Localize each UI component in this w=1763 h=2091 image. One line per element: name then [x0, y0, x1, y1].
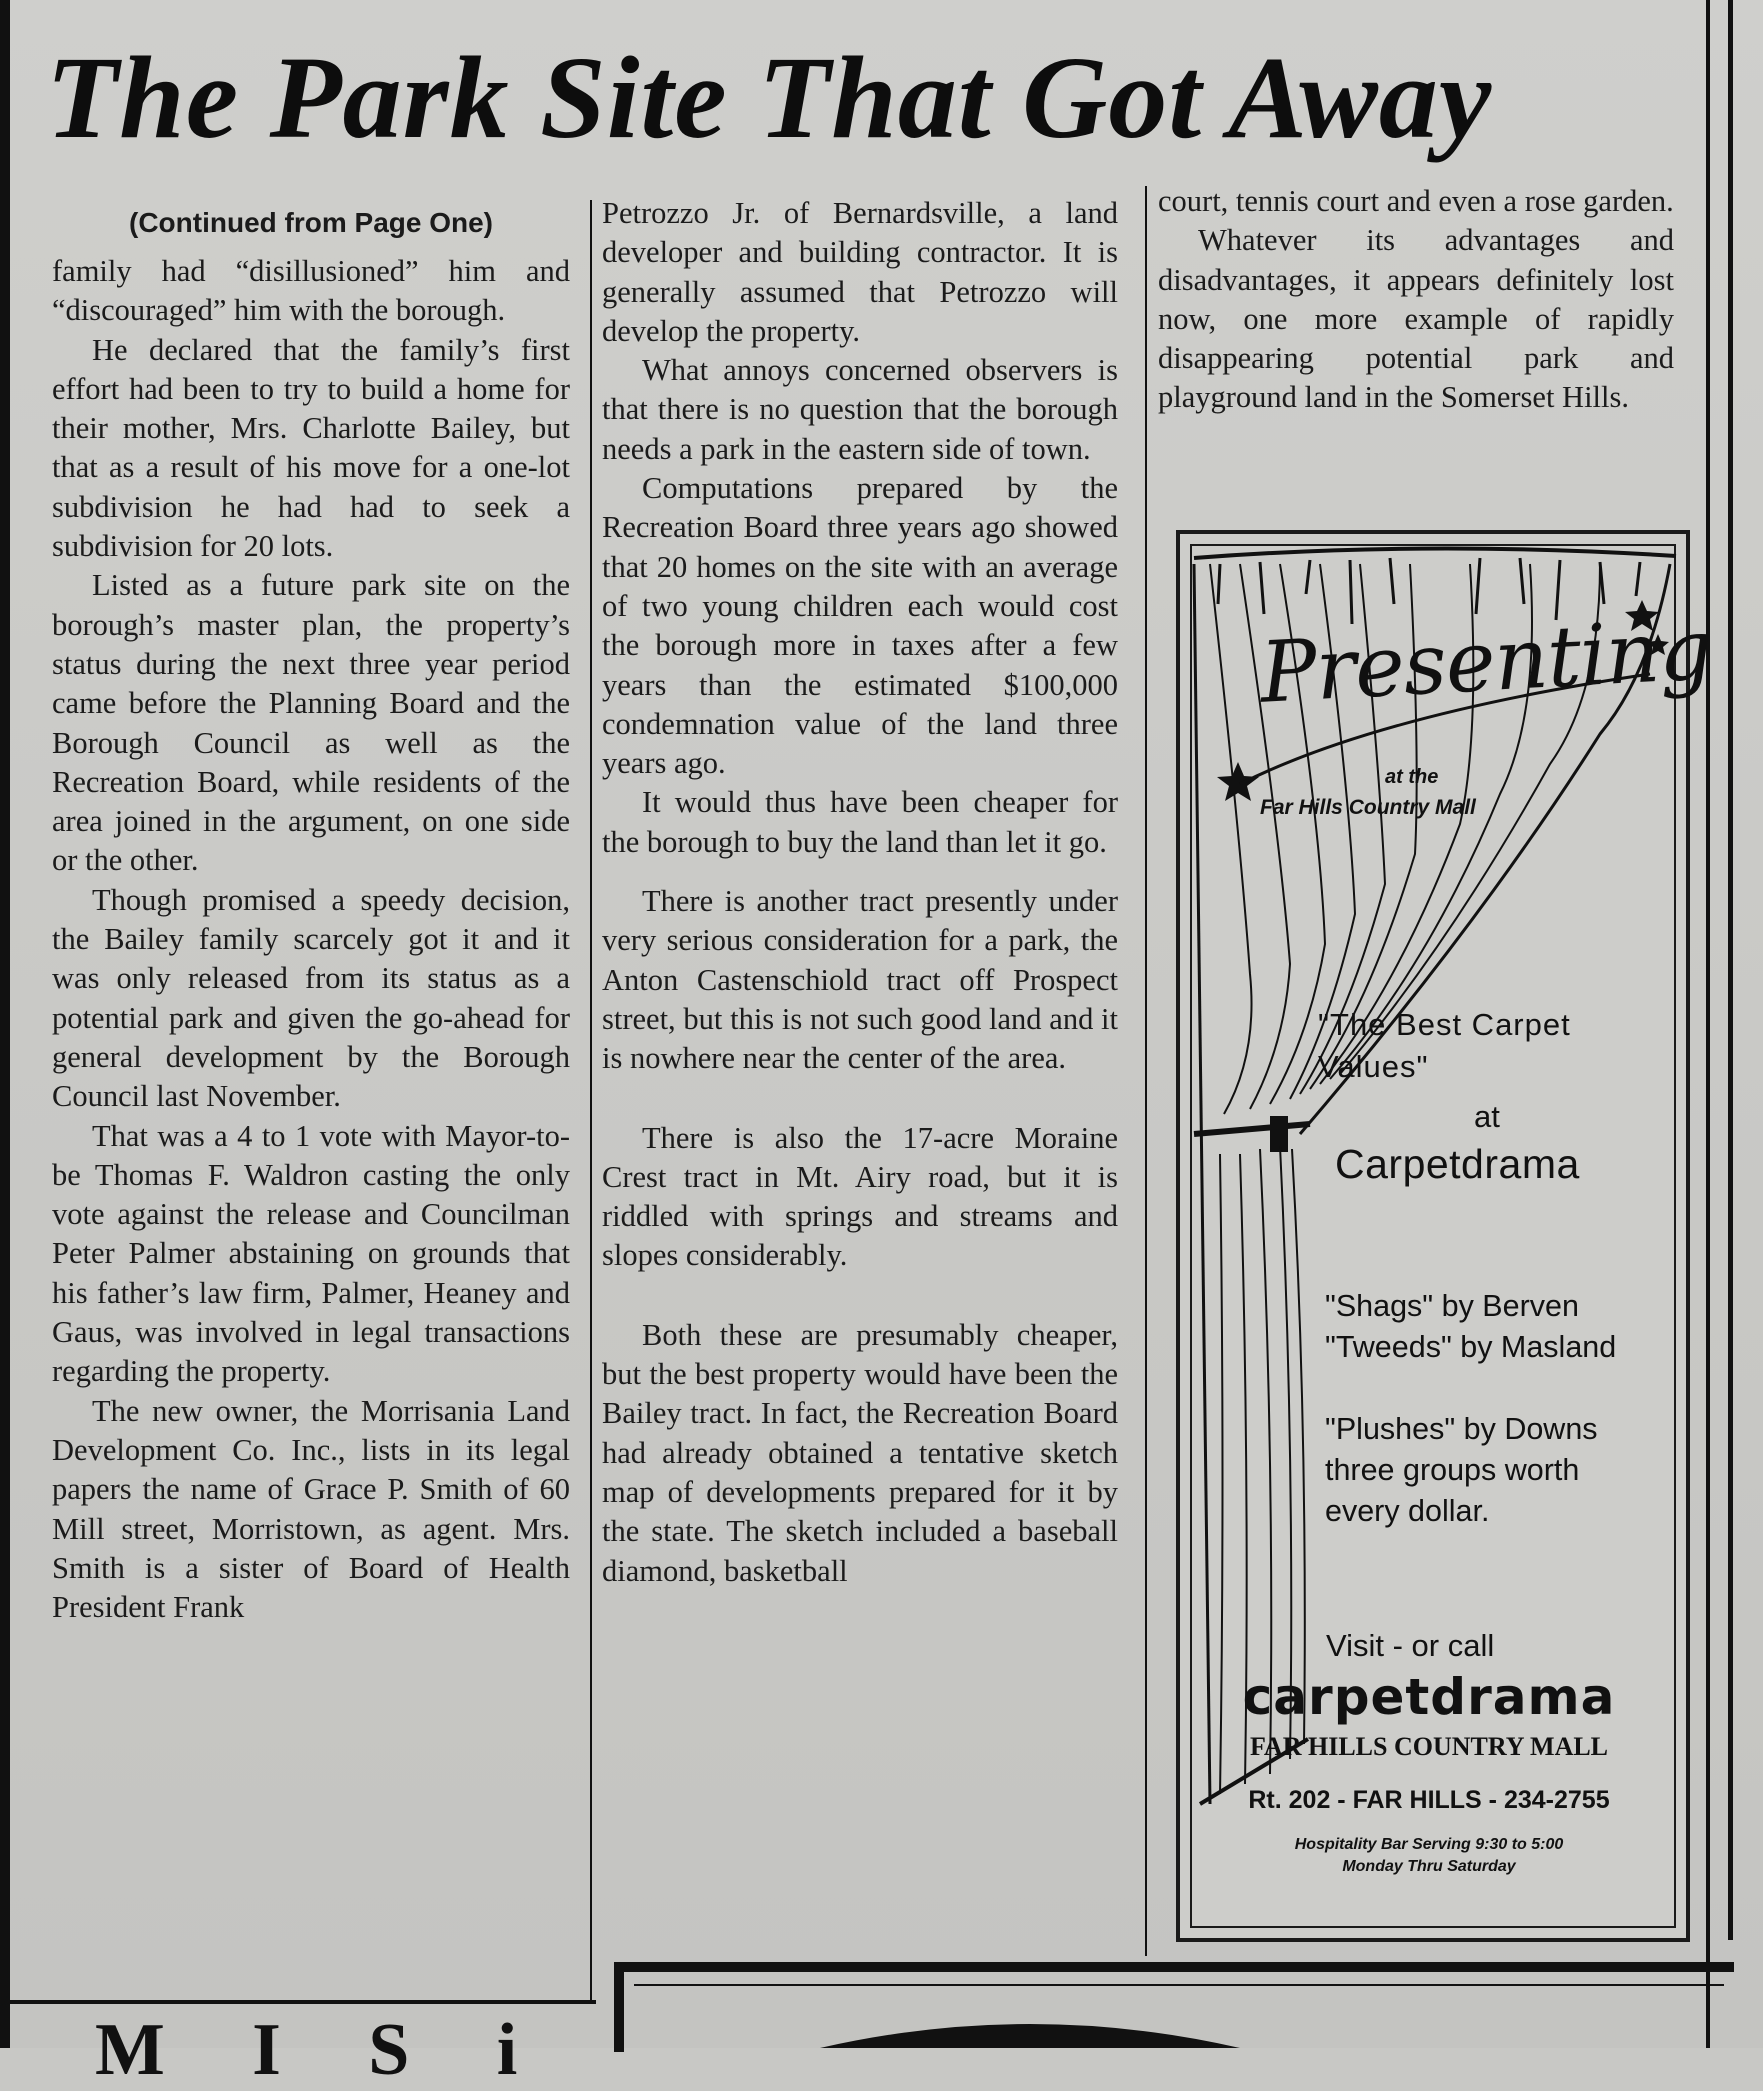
presenting-script: Presenting: [1257, 600, 1715, 722]
visit-or-call: Visit - or call: [1326, 1628, 1495, 1663]
bottom-box-top-rule: [614, 1962, 1734, 1972]
left-border-rule: [0, 0, 10, 2048]
paragraph: court, tennis court and even a rose garden.: [1158, 184, 1674, 218]
column-rule-2: [1145, 186, 1147, 1956]
store-name: Carpetdrama: [1335, 1141, 1580, 1187]
right-border-rule: [1706, 0, 1710, 2048]
hours-line-1: Hospitality Bar Serving 9:30 to 5:00: [1294, 1836, 1564, 1853]
tweeds-line: "Tweeds" by Masland: [1325, 1330, 1617, 1364]
mall-address-name: FAR HILLS COUNTRY MALL: [1249, 1732, 1609, 1761]
paragraph: Petrozzo Jr. of Bernardsville, a land developer and building contractor. It is generally assumed that Petrozzo will develop the property.: [602, 196, 1118, 348]
continued-note: (Continued from Page One): [129, 207, 493, 238]
paragraph: The new owner, the Morrisania Land Development Co. Inc., lists in its legal papers the name of Grace P. Smith of 60 Mill street, Morristown, as agent. Mrs. Smith is a sister of Board of Health President Frank: [52, 1393, 570, 1625]
paragraph: There is another tract presently under very serious consideration for a park, the Anton Castenschiold tract off Prospect street, but this is not such good land and it is nowhere near the center of the area.: [602, 884, 1118, 1076]
paragraph: Though promised a speedy decision, the Bailey family scarcely got it and it was only released from its status as a potential park and given the go-ahead for general development by the Borough Council last November.: [52, 882, 570, 1114]
address-phone: Rt. 202 - FAR HILLS - 234-2755: [1248, 1786, 1610, 1814]
article-column-3: [1158, 182, 1674, 418]
hours-line-2: Monday Thru Saturday: [1342, 1858, 1516, 1875]
plushes-line: "Plushes" by Downs: [1325, 1412, 1598, 1446]
column-rule-1: [590, 200, 592, 2000]
paragraph: Both these are presumably cheaper, but the best property would have been the Bailey tract. In fact, the Recreation Board had already obtained a tentative sketch map of developments prepared for it by the state. The sketch included a baseball diamond, basketball: [602, 1317, 1118, 1588]
paragraph: It would thus have been cheaper for the borough to buy the land than let it go.: [602, 785, 1118, 859]
curtain-illustration: [1180, 534, 1686, 1938]
paragraph: That was a 4 to 1 vote with Mayor-to-be Thomas F. Waldron casting the only vote against the release and Councilman Peter Palmer abstaining on grounds that his father’s law firm, Palmer, Heaney and Gaus, was involved in legal transactions regarding the property.: [52, 1118, 570, 1389]
paragraph: Whatever its advantages and disadvantages, it appears definitely lost now, one more example of rapidly disappearing potential park and playground land in the Somerset Hills.: [1158, 223, 1674, 415]
paragraph: family had “disillusioned” him and “discouraged” him with the borough.: [52, 254, 570, 328]
groups-line: three groups worth every dollar.: [1325, 1453, 1580, 1528]
bottom-left-rule: [0, 2000, 596, 2004]
bottom-box-inner-rule: [634, 1984, 1724, 1986]
brand-logotype: carpetdrama: [1242, 1668, 1616, 1726]
mall-name-script: Far Hills Country Mall: [1260, 796, 1476, 819]
article-column-2: [602, 194, 1118, 1591]
at-the-label: at the: [1385, 766, 1439, 788]
paragraph: What annoys concerned observers is that there is no question that the borough needs a park in the eastern side of town.: [602, 353, 1118, 466]
shags-line: "Shags" by Berven: [1325, 1289, 1579, 1323]
next-ad-arc: [820, 2010, 1240, 2048]
next-article-heading-fragment: M I S i: [95, 2009, 536, 2091]
best-values-slogan: "The Best Carpet Values": [1318, 1007, 1571, 1084]
far-right-rule: [1728, 0, 1733, 1940]
bottom-box-left-rule: [614, 1962, 624, 2052]
paragraph: Computations prepared by the Recreation Board three years ago showed that 20 homes on the site with an average of two young children each would cost the borough more in taxes after a few years than the estimated $100,000 condemnation value of the land three years ago.: [602, 471, 1118, 781]
carpetdrama-advertisement: [1176, 530, 1715, 1942]
paragraph: There is also the 17-acre Moraine Crest tract in Mt. Airy road, but it is riddled with springs and streams and slopes considerably.: [602, 1120, 1118, 1273]
headline: The Park Site That Got Away: [46, 32, 1493, 163]
paragraph: Listed as a future park site on the borough’s master plan, the property’s status during the next three year period came before the Planning Board and the Borough Council as well as the Recreation Board, while residents of the area joined in the argument, on one side or the other.: [52, 568, 570, 878]
paragraph: He declared that the family’s first effort had been to try to build a home for their mother, Mrs. Charlotte Bailey, but that as a result of his move for a one-lot subdivision he had had to seek a subdivision for 20 lots.: [52, 332, 570, 564]
article-column-1: [52, 198, 570, 1627]
at-word: at: [1474, 1099, 1500, 1134]
